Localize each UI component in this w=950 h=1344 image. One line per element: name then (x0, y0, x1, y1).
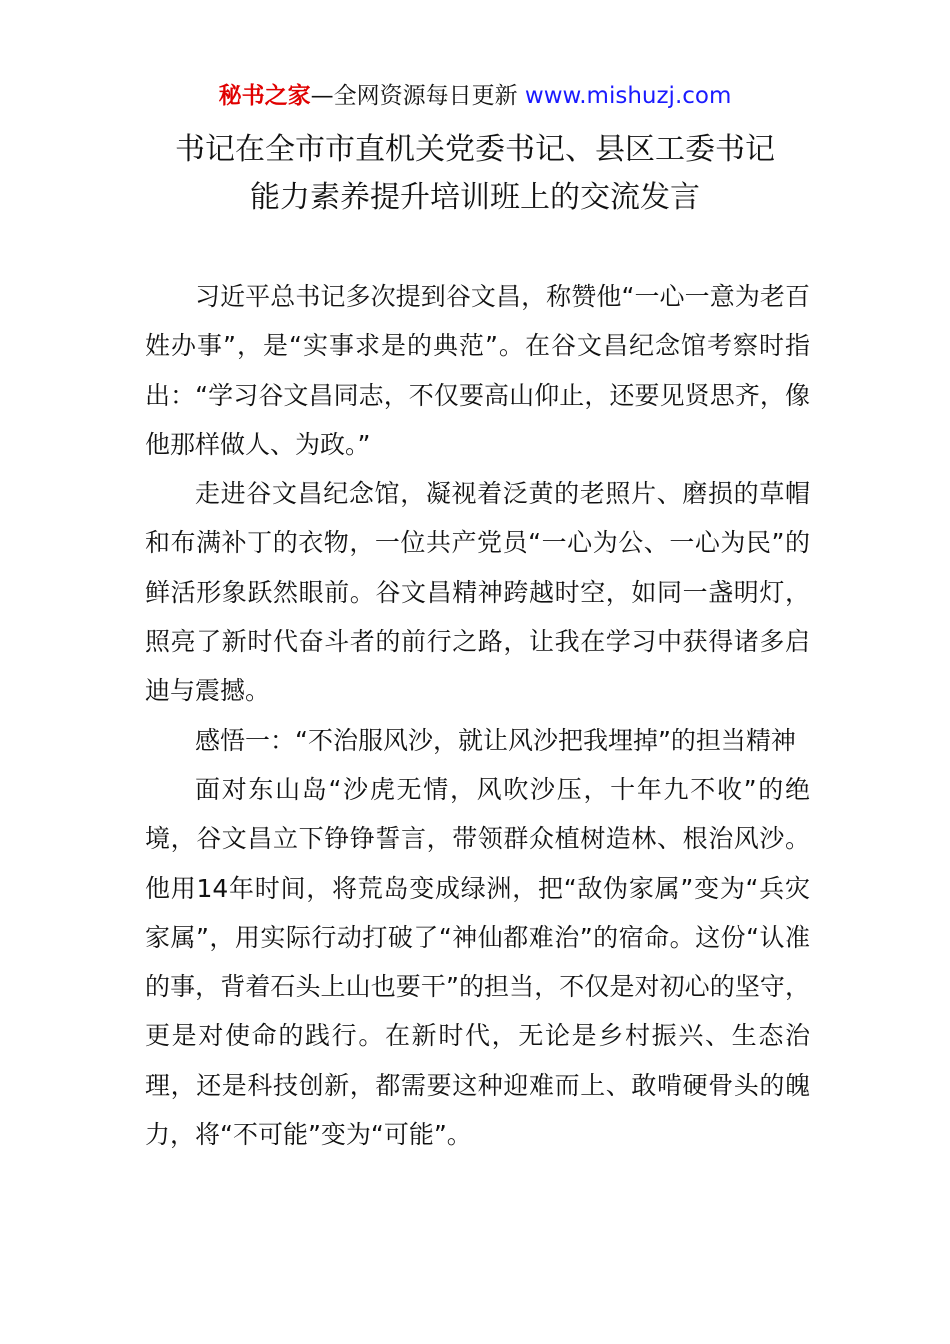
paragraph-3: 面对东山岛“沙虎无情，风吹沙压，十年九不收”的绝境，谷文昌立下铮铮誓言，带领群众植树造林、根治风沙。他用14年时间，将荒岛变成绿洲，把“敌伪家属”变为“兵灾家属”，用实际行动打破了“神仙都难治”的宿命。这份“认准的事，背着石头上山也要干”的担当，不仅是对初心的坚守，更是对使命的践行。在新时代，无论是乡村振兴、生态治理，还是科技创新，都需要这种迎难而上、敢啃硬骨头的魄力，将“不可能”变为“可能”。 (145, 774, 810, 1150)
document-body (145, 272, 810, 1159)
paragraph-2: 走进谷文昌纪念馆，凝视着泛黄的老照片、磨损的草帽和布满补丁的衣物，一位共产党员“一心为公、一心为民”的鲜活形象跃然眼前。谷文昌精神跨越时空，如同一盏明灯，照亮了新时代奋斗者的前行之路，让我在学习中获得诸多启迪与震撼。 (145, 479, 810, 706)
title-line-1: 书记在全市市直机关党委书记、县区工委书记 (175, 132, 775, 167)
site-url-link[interactable]: www.mishuzj.com (524, 83, 732, 109)
document-title (0, 126, 950, 222)
site-header (0, 80, 950, 112)
section-heading-1: 感悟一：“不治服风沙，就让风沙把我埋掉”的担当精神 (195, 725, 796, 755)
paragraph-1: 习近平总书记多次提到谷文昌，称赞他“一心一意为老百姓办事”，是“实事求是的典范”。在谷文昌纪念馆考察时指出：“学习谷文昌同志，不仅要高山仰止，还要见贤思齐，像他那样做人、为政。” (145, 282, 810, 459)
site-tagline: —全网资源每日更新 (310, 83, 518, 109)
site-brand: 秘书之家 (218, 83, 311, 109)
title-line-2: 能力素养提升培训班上的交流发言 (250, 180, 700, 215)
